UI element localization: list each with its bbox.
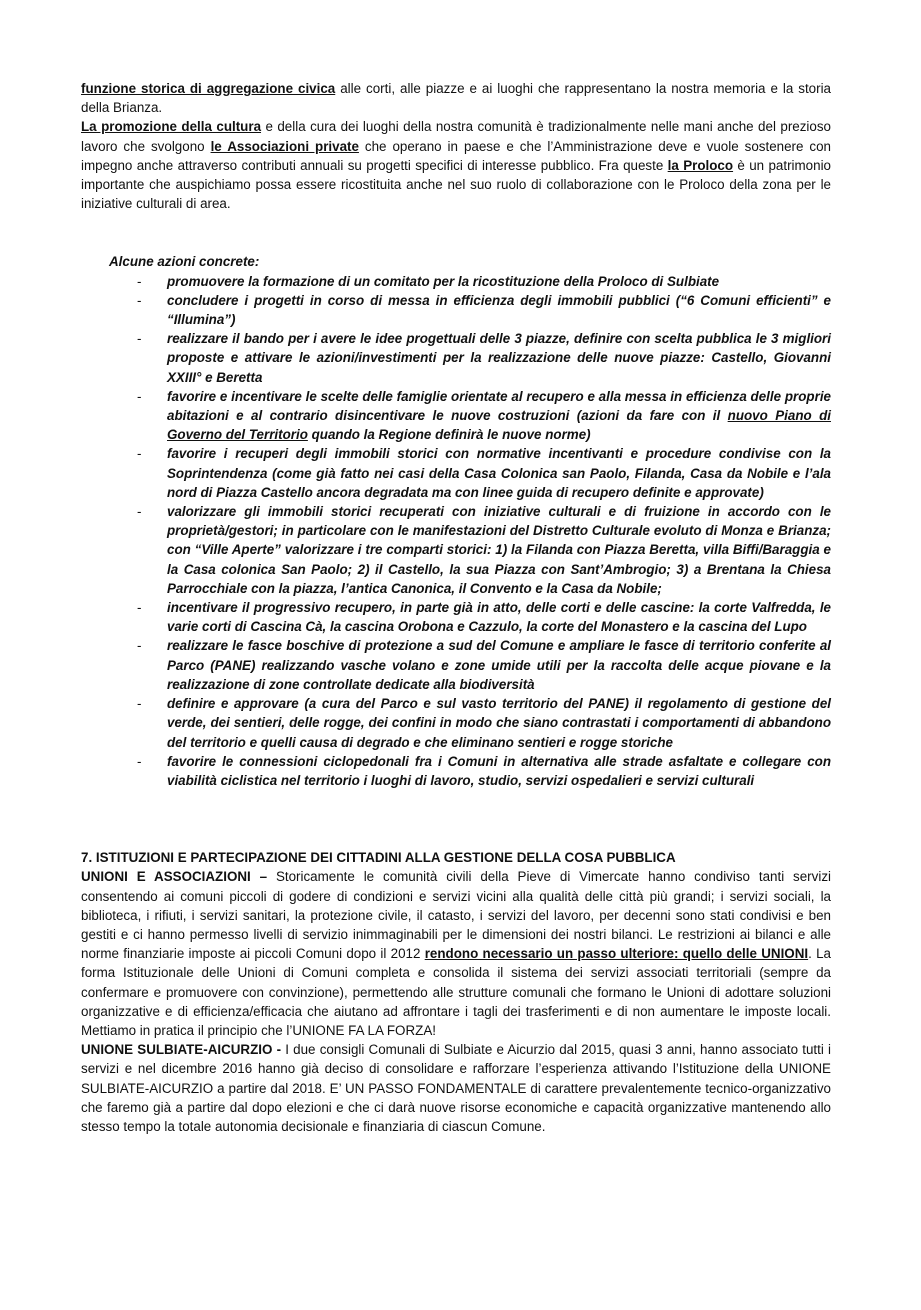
unioni-text-1: Storicamente le comunità civili della Pieve di Vimercate hanno condiviso tanti servizi consentendo ai comuni piccoli di godere di condizioni e servizi vicini alla qualità delle città più grandi; i servizi sociali, la biblioteca, i rifiuti, i servizi sanitari, la protezione civile, il catasto, i servizi del lavoro, per decenni sono stati condivisi e ben gestiti e ci hanno permesso livelli di servizio inimmaginabili per le dimensioni dei nostri bilanci. Le restrizioni ai bilanci e alle norme finanziarie imposte ai piccoli Comuni dopo il 2012 (81, 869, 831, 962)
unione-text: I due consigli Comunali di Sulbiate e Aicurzio dal 2015, quasi 3 anni, hanno associato tutti i servizi e nel dicembre 2016 hanno già deciso di consolidare e rafforzare l’esperienza attivando l’Istituzione della UNIONE SULBIATE-AICURZIO a partire dal 2018. E’ UN PASSO FONDAMENTALE di carattere prevalentemente tecnico-organizzativo che faremo già a partire dal dopo elezioni e che ci darà nuove risorse economiche e capacità organizzative mantenendo allo stesso tempo la totale autonomia decisionale e finanziaria di ciascun Comune. (81, 1042, 831, 1134)
intro-paragraph-2-text-1: e della cura dei luoghi della nostra comunità è tradizionalmente nelle mani anche del prezioso lavoro che svolgono (81, 119, 831, 154)
pgt-reference: nuovo Piano di Governo del Territorio (167, 408, 831, 443)
unioni-paragraph (81, 867, 831, 1040)
action-item: - promuovere la formazione di un comitato per la ricostituzione della Proloco di Sulbiate (109, 272, 831, 291)
intro-paragraph-2 (81, 117, 831, 213)
concrete-actions-block (109, 252, 831, 790)
intro-paragraph-1 (81, 79, 831, 117)
unioni-label: UNIONI E ASSOCIAZIONI – (81, 869, 268, 885)
civic-aggregation-emphasis: funzione storica di aggregazione civica (81, 81, 336, 96)
action-item: - valorizzare gli immobili storici recuperati con iniziative culturali e di fruizione in accordo con le proprietà/gestori; in particolare con le manifestazioni del Distretto Culturale evoluto di Monza e Brianza; con “Ville Aperte” valorizzare i tre comparti storici: 1) la Filanda con Piazza Beretta, villa Biffi/Baraggia e la Casa colonica San Paolo; 2) il Castello, la sua Piazza con Sant’Ambrogio; 3) a Brentana la Chiesa Parrocchiale con la piazza, l’antica Canonica, il Convento e la Casa da Nobile; (137, 504, 831, 596)
document-page (81, 79, 831, 1136)
action-item: - definire e approvare (a cura del Parco e sul vasto territorio del PANE) il regolamento di gestione del verde, dei sentieri, delle rogge, dei confini in modo che siano contrastati i comportamenti di abbandono del territorio e quelli causa di degrado e che eliminano sentieri e rogge storiche (137, 696, 831, 750)
section-7-title: 7. ISTITUZIONI E PARTECIPAZIONE DEI CITTADINI ALLA GESTIONE DELLA COSA PUBBLICA (81, 850, 676, 866)
action-item: - realizzare il bando per i avere le idee progettuali delle 3 piazze, definire con scelta pubblica le 3 migliori proposte e attivare le azioni/investimenti per la realizzazione delle nuove piazze: Castello, Giovanni XXIII° e Beretta (137, 331, 831, 385)
action-item: - favorire e incentivare le scelte delle famiglie orientate al recupero e alla messa in efficienza delle proprie abitazioni e al contrario disincentivare le nuove costruzioni (azioni da fare con il nuovo Piano di Governo del Territorio quando la Regione definirà le nuove norme) (137, 388, 831, 443)
dash-bullet: - (137, 331, 142, 347)
dash-bullet: - (137, 696, 142, 712)
dash-bullet: - (137, 504, 142, 520)
private-associations-emphasis: le Associazioni private (210, 138, 359, 154)
action-item: - favorire i recuperi degli immobili storici con normative incentivanti e procedure condivise con la Soprintendenza (come già fatto nei casi della Casa Colonica san Paolo, Filanda, Casa da Nobile e l’ala nord di Piazza Castello ancora degradata ma con linee guida di recupero definite e approvate) (137, 446, 831, 500)
action-item: - incentivare il progressivo recupero, in parte già in atto, delle corti e delle cascine: la corte Valfredda, le varie corti di Cascina Cà, la cascina Orobona e Cazzulo, la corte del Monastero e la cascina del Lupo (137, 600, 831, 635)
unioni-text-2: . La forma Istituzionale delle Unioni di Comuni completa e consolida il sistema dei servizi associati territoriali (sempre da confermare e promuovere con convinzione), permettendo alle strutture comunali che formano le Unioni di adottare soluzioni organizzative e di efficienza/efficacia che aiutano ad affrontare i tagli dei trasferimenti e di non aumentare le imposte locali. Mettiamo in pratica il principio che l’UNIONE FA LA FORZA! (81, 946, 831, 1038)
dash-bullet: - (137, 273, 142, 289)
unione-label: UNIONE SULBIATE-AICURZIO - (81, 1042, 282, 1058)
dash-bullet: - (137, 600, 142, 616)
action-item: - favorire le connessioni ciclopedonali fra i Comuni in alternativa alle strade asfaltate e collegare con viabilità ciclistica nel territorio i luoghi di lavoro, studio, servizi ospedalieri e servizi culturali (137, 753, 831, 788)
dash-bullet: - (137, 638, 142, 654)
concrete-actions-title: Alcune azioni concrete: (109, 254, 260, 270)
dash-bullet: - (137, 753, 142, 769)
proloco-emphasis: la Proloco (667, 157, 734, 173)
concrete-actions-list (109, 272, 831, 790)
unioni-emphasis: rendono necessario un passo ulteriore: quello delle UNIONI (424, 946, 809, 962)
intro-paragraph-1-text: alle corti, alle piazze e ai luoghi che rappresentano la nostra memoria e la storia della Brianza. (81, 81, 831, 116)
unione-sulbiate-aicurzio-paragraph (81, 1040, 831, 1136)
action-item: - concludere i progetti in corso di messa in efficienza degli immobili pubblici (“6 Comuni efficienti” e “Illumina”) (137, 292, 831, 328)
culture-promotion-emphasis: La promozione della cultura (81, 119, 262, 135)
intro-paragraph-2-text-3: è un patrimonio importante che auspichiamo possa essere ricostituita anche nel suo ruolo di collaborazione con le Proloco della zona per le iniziative culturali di area. (81, 157, 832, 212)
dash-bullet: - (137, 446, 142, 462)
dash-bullet: - (137, 388, 142, 404)
action-item: - realizzare le fasce boschive di protezione a sud del Comune e ampliare le fasce di territorio conferite al Parco (PANE) realizzando vasche volano e zone umide utili per la raccolta delle acque piovane e la realizzazione di zone controllate dedicate alla biodiversità (137, 638, 831, 692)
dash-bullet: - (137, 292, 142, 308)
intro-paragraph-2-text-2: che operano in paese e che l’Amministrazione deve e vuole sostenere con impegno anche attraverso contributi annuali su progetti specifici di interesse pubblico. Fra queste (81, 138, 831, 173)
